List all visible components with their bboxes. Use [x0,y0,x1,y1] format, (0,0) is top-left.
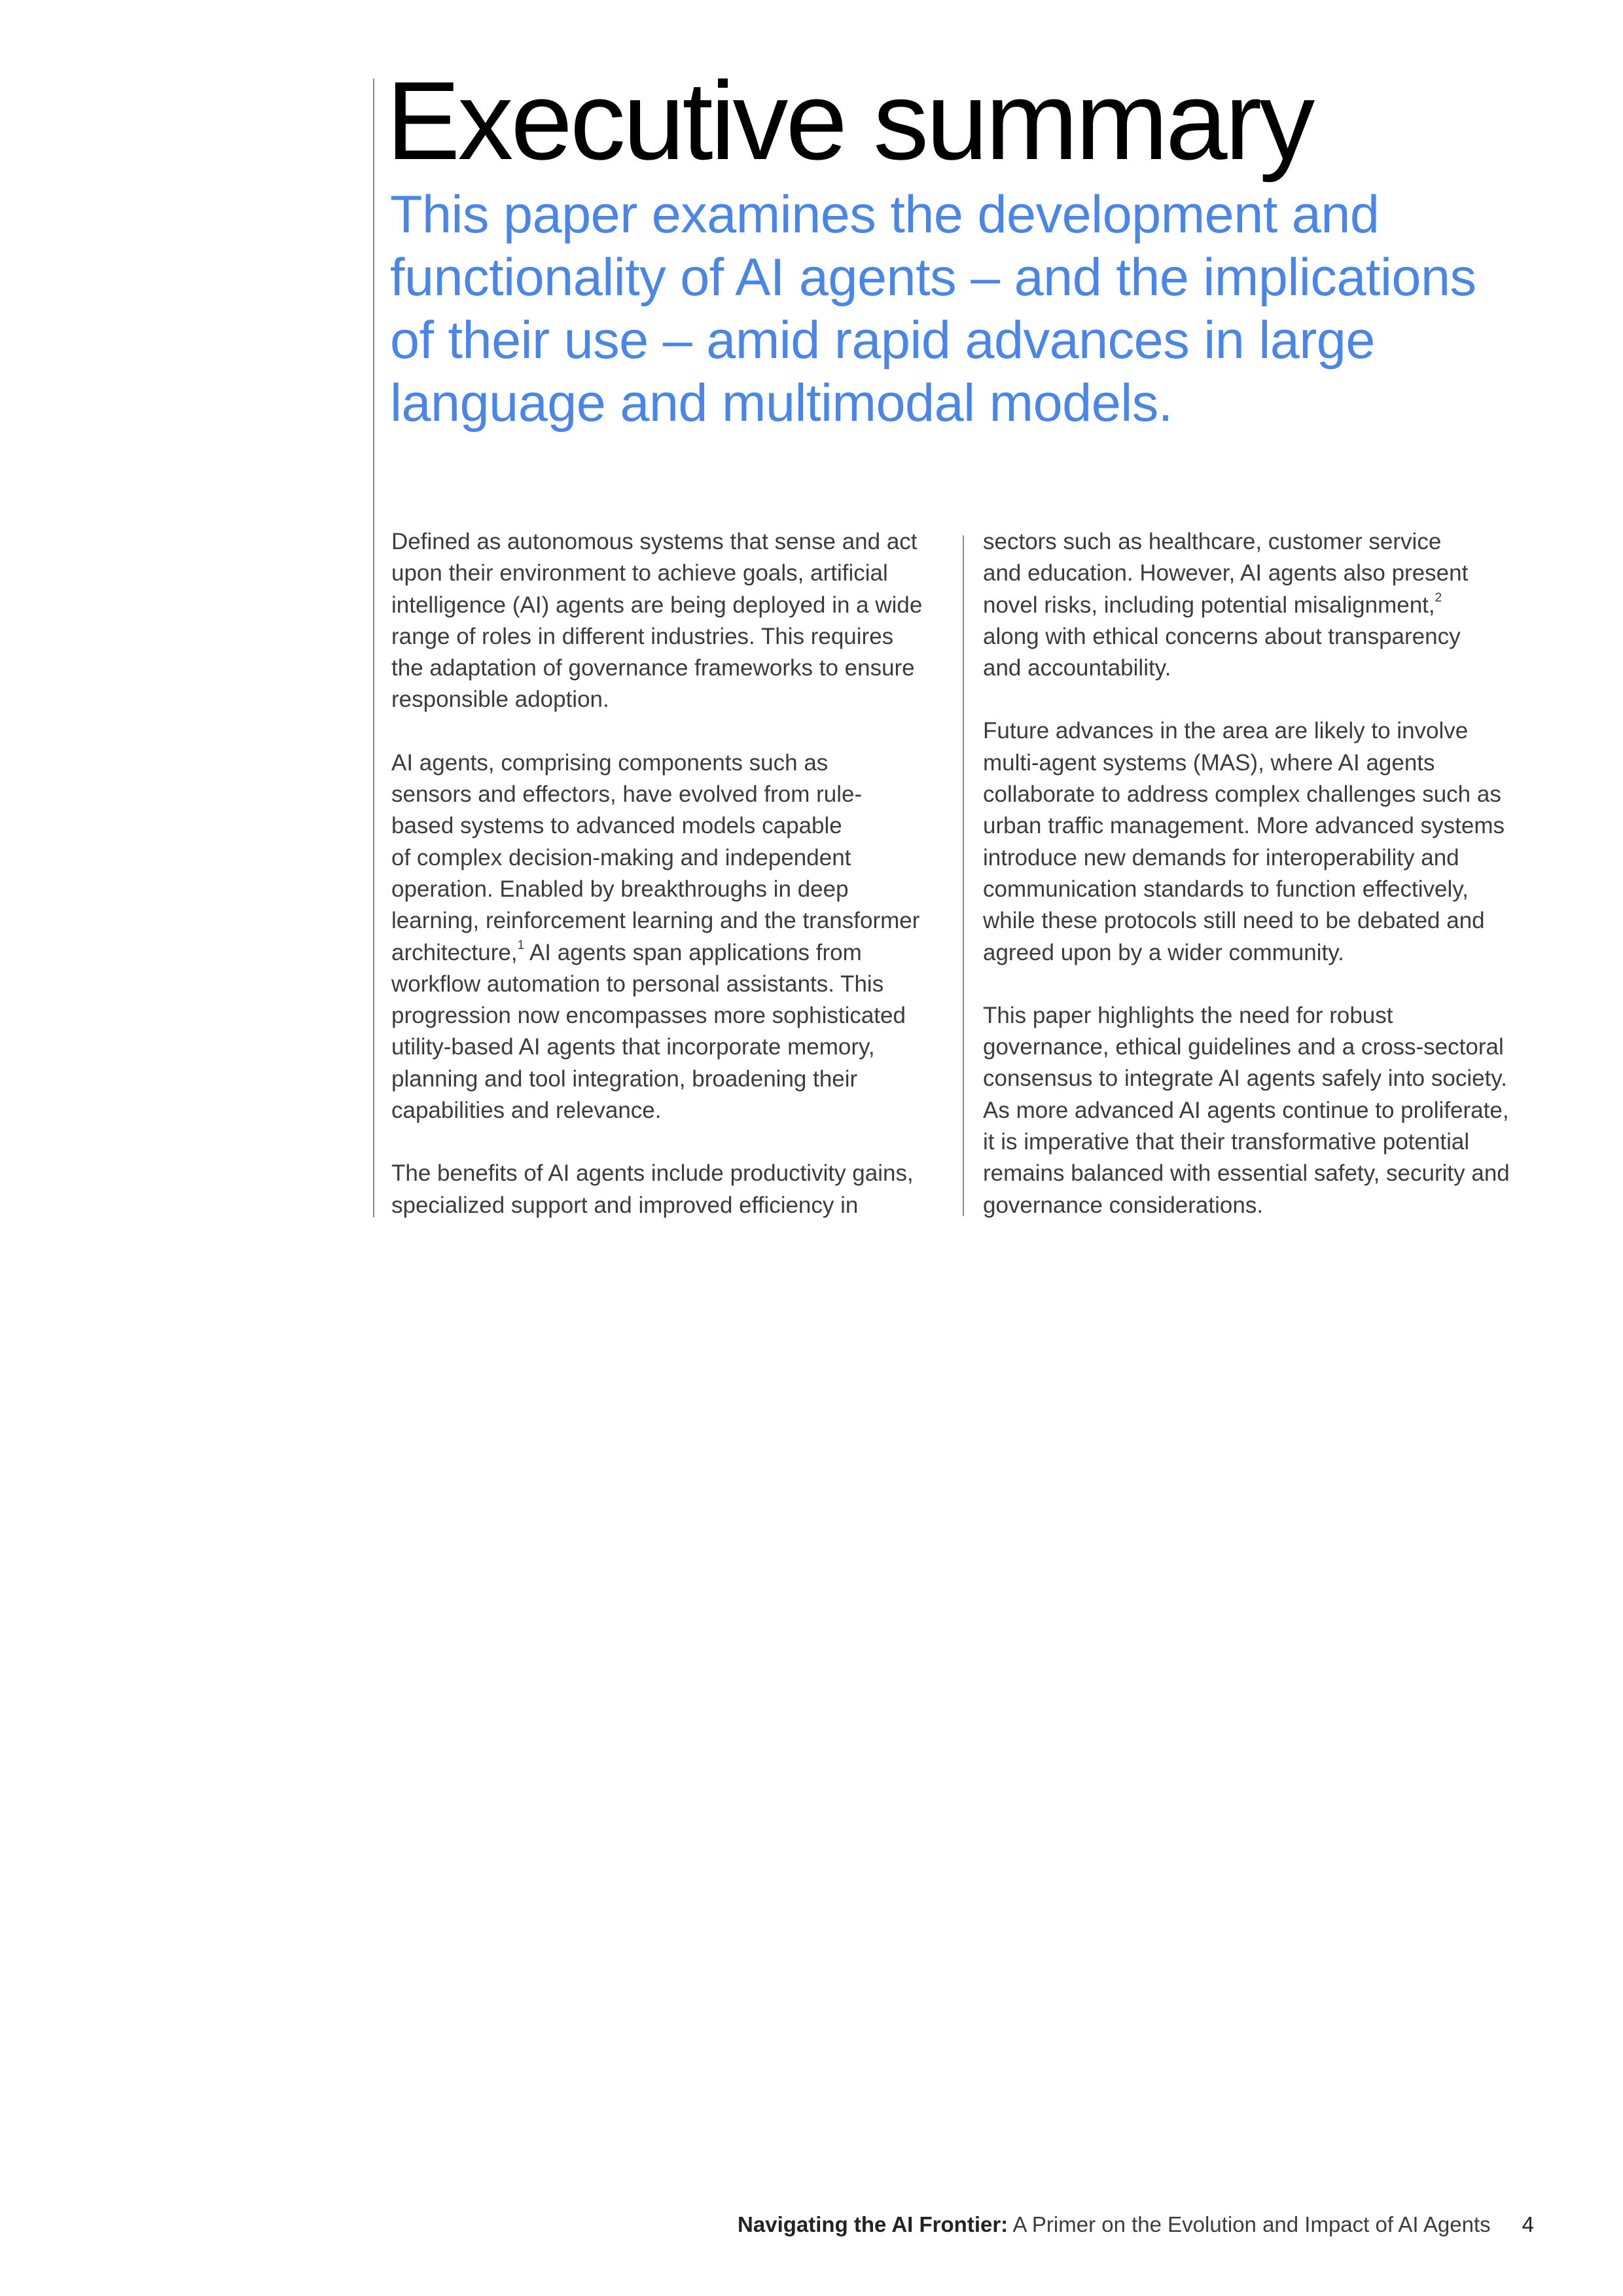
left-vertical-rule [373,79,374,1217]
text-line: workflow automation to personal assistants. This [391,971,884,997]
text-line: multi-agent systems (MAS), where AI agents [983,749,1435,776]
subtitle [390,183,1542,435]
paragraph-benefits [391,1158,954,1221]
text-line: agreed upon by a wider community. [983,939,1344,965]
text-line: utility-based AI agents that incorporate memory, [391,1034,875,1060]
column-divider [963,535,964,1216]
text-line: consensus to integrate AI agents safely into society. [983,1066,1507,1092]
text-line: governance considerations. [983,1192,1264,1218]
text-line: and accountability. [983,655,1171,681]
text-line: urban traffic management. More advanced systems [983,813,1505,839]
text-line: Future advances in the area are likely to involve [983,718,1469,744]
text-line: governance, ethical guidelines and a cross-sectoral [983,1034,1504,1060]
text-line: based systems to advanced models capable [391,813,842,839]
text-line: specialized support and improved efficiency in [391,1192,859,1218]
paragraph-risks [983,526,1559,684]
subtitle-line: functionality of AI agents – and the implications [390,248,1476,307]
text-line: communication standards to function effectively, [983,876,1469,902]
subtitle-line: This paper examines the development and [390,185,1380,244]
text-line: collaborate to address complex challenges such as [983,781,1501,808]
body-column-right [983,526,1559,1221]
text-line: the adaptation of governance frameworks to ensure [391,655,915,681]
text-line: along with ethical concerns about transparency [983,623,1461,649]
text-line: and education. However, AI agents also present [983,560,1469,586]
text-line: progression now encompasses more sophisticated [391,1003,906,1029]
text-fragment: AI agents span applications from [524,939,862,965]
footnote-reference-1[interactable]: 1 [517,938,525,952]
page-footer [738,2212,1534,2237]
text-line: planning and tool integration, broadening their [391,1066,858,1092]
paragraph-conclusion [983,1000,1559,1221]
subtitle-line: of their use – amid rapid advances in large [390,311,1375,370]
text-line: learning, reinforcement learning and the transformer [391,908,920,934]
text-line: operation. Enabled by breakthroughs in deep [391,876,849,902]
paragraph-evolution [391,747,954,1127]
text-fragment: architecture, [391,939,518,965]
footer-report-subtitle: A Primer on the Evolution and Impact of AI Agents [1008,2212,1491,2236]
page-title: Executive summary [386,59,1313,183]
subtitle-line: language and multimodal models. [390,374,1173,433]
text-line: intelligence (AI) agents are being deployed in a wide [391,592,923,618]
text-fragment: novel risks, including potential misalignment, [983,592,1435,618]
page-number: 4 [1522,2212,1534,2236]
text-line [983,590,1559,621]
text-line: range of roles in different industries. This requires [391,623,894,649]
text-line: while these protocols still need to be debated and [983,908,1485,934]
footnote-reference-2[interactable]: 2 [1435,590,1442,605]
footer-report-title: Navigating the AI Frontier: [738,2212,1008,2236]
text-line: sectors such as healthcare, customer service [983,529,1442,554]
text-line: As more advanced AI agents continue to proliferate, [983,1097,1509,1123]
paragraph-definition [391,526,954,716]
text-line: This paper highlights the need for robust [983,1002,1393,1028]
text-line: it is imperative that their transformative potential [983,1129,1470,1155]
text-line: responsible adoption. [391,687,609,713]
text-line: of complex decision-making and independent [391,844,851,870]
paragraph-future-advances [983,715,1559,968]
text-line: introduce new demands for interoperability and [983,844,1459,870]
text-line: upon their environment to achieve goals, artificial [391,560,888,586]
text-line: AI agents, comprising components such as [391,749,829,776]
body-column-left [391,526,954,1221]
text-line: The benefits of AI agents include productivity gains, [391,1160,914,1187]
text-line: capabilities and relevance. [391,1098,662,1124]
text-line: sensors and effectors, have evolved from rule- [391,781,863,808]
text-line: Defined as autonomous systems that sense and act [391,529,918,554]
text-line: remains balanced with essential safety, security and [983,1160,1510,1187]
text-line [391,937,954,969]
